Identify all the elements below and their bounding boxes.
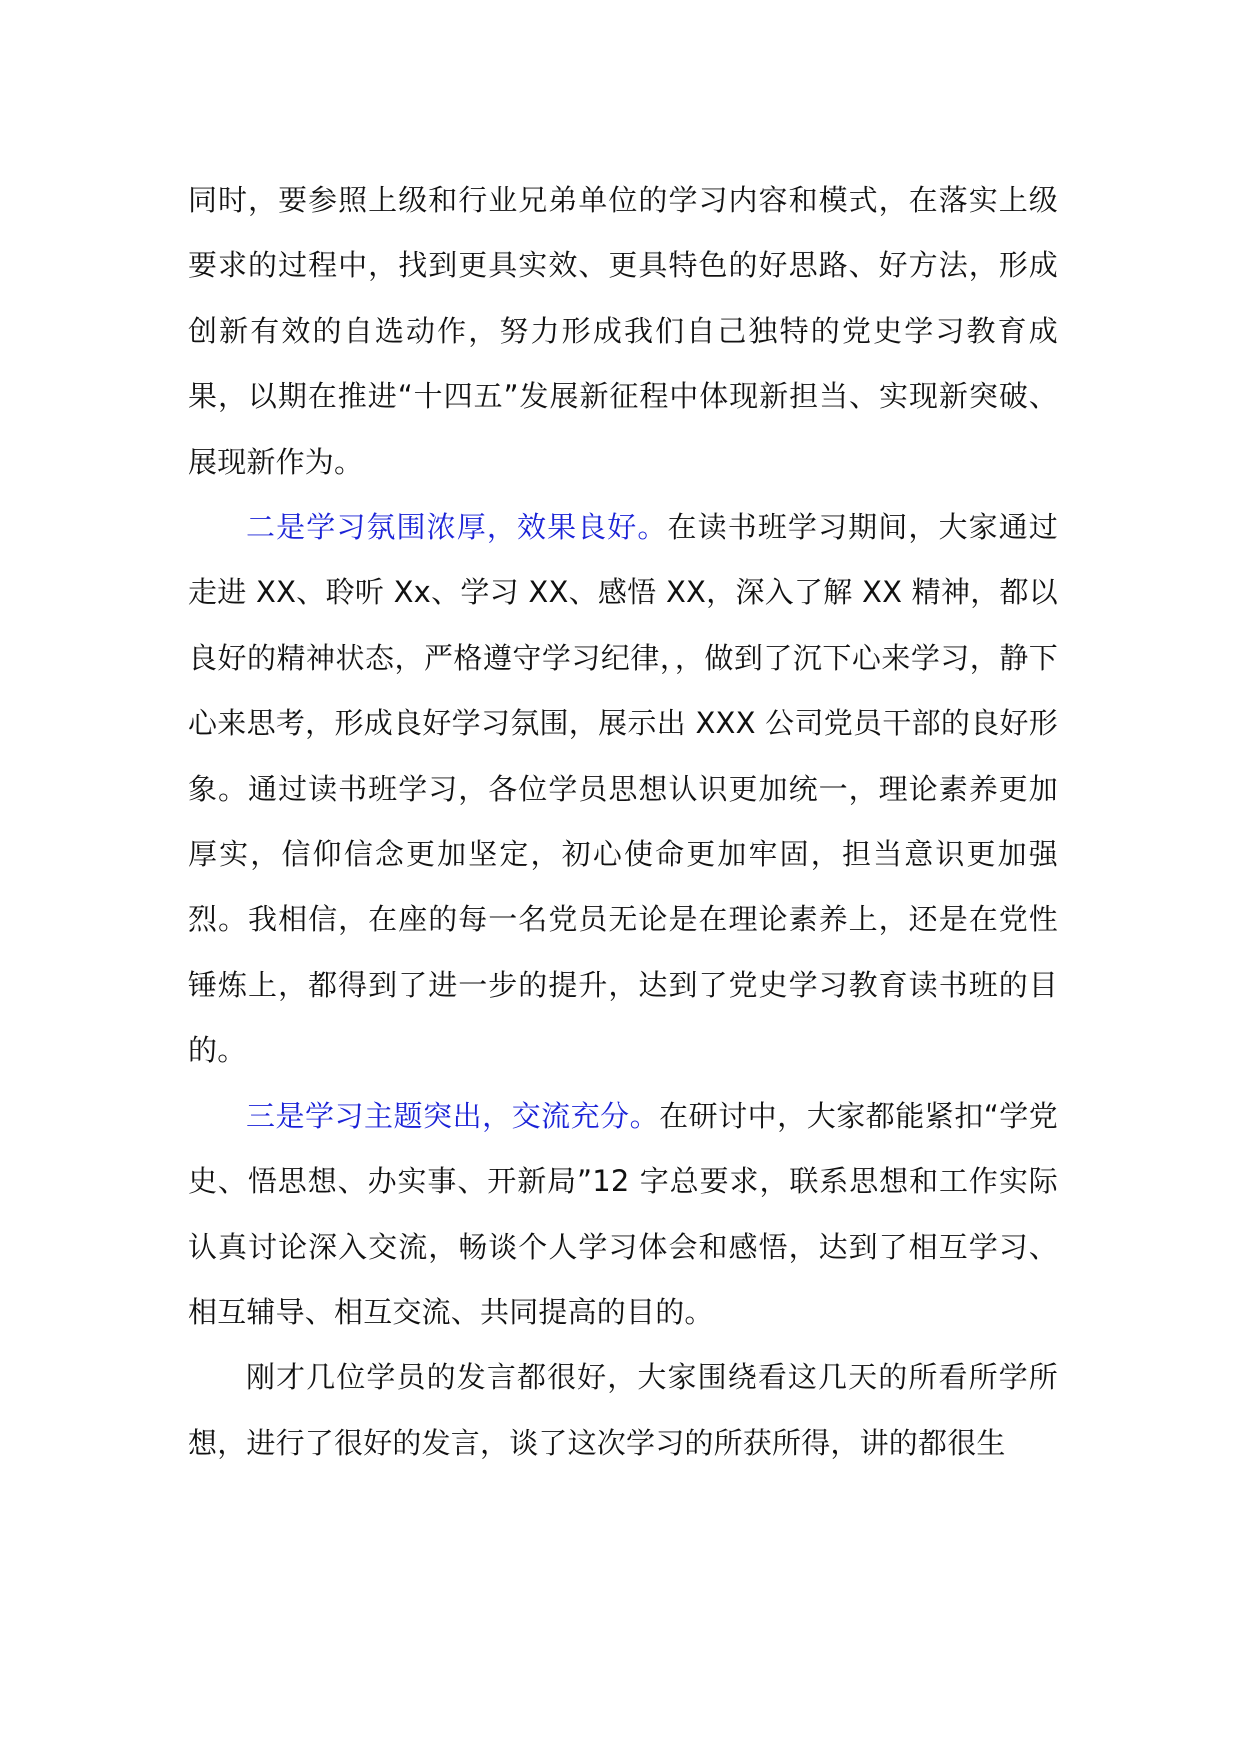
paragraph-point-two xyxy=(188,495,1058,1084)
paragraph-text: 在读书班学习期间，大家通过走进 XX、聆听 Xx、学习 XX、感悟 XX，深入了解 XX 精神，都以良好的精神状态，严格遵守学习纪律，，做到了沉下心来学习，静下心来思考，形成良好学习氛围，展示出 XXX 公司党员干部的良好形象。通过读书班学习，各位学员思想认识更加统一，理论素养更加厚实，信仰信念更加坚定，初心使命更加牢固，担当意识更加强烈。我相信，在座的每一名党员无论是在理论素养上，还是在党性锤炼上，都得到了进一步的提升，达到了党史学习教育读书班的目的。 xyxy=(188,510,1058,1068)
paragraph-lead-heading: 二是学习氛围浓厚，效果良好。 xyxy=(246,510,668,545)
document-body xyxy=(188,168,1058,1476)
paragraph-text: 同时，要参照上级和行业兄弟单位的学习内容和模式，在落实上级要求的过程中，找到更具实效、更具特色的好思路、好方法，形成创新有效的自选动作，努力形成我们自己独特的党史学习教育成果，以期在推进“十四五”发展新征程中体现新担当、实现新突破、展现新作为。 xyxy=(188,183,1058,479)
paragraph-lead-heading: 三是学习主题突出，交流充分。 xyxy=(246,1098,660,1133)
paragraph-text: 刚才几位学员的发言都很好，大家围绕看这几天的所看所学所想，进行了很好的发言，谈了这次学习的所获所得，讲的都很生 xyxy=(188,1360,1058,1460)
paragraph-point-three xyxy=(188,1084,1058,1346)
paragraph-speech-remarks xyxy=(188,1345,1058,1476)
paragraph-text: 在研讨中，大家都能紧扣“学党史、悟思想、办实事、开新局”12 字总要求，联系思想和工作实际认真讨论深入交流，畅谈个人学习体会和感悟，达到了相互学习、相互辅导、相互交流、共同提高的目的。 xyxy=(188,1098,1058,1329)
paragraph-continuation xyxy=(188,168,1058,495)
